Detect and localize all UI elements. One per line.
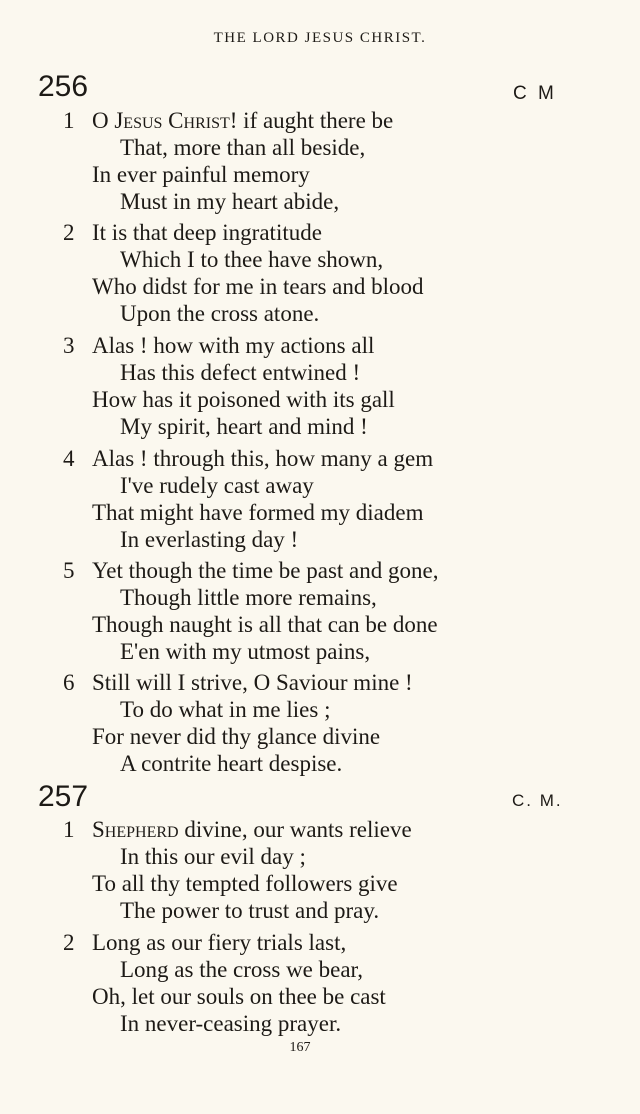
verse-line: Has this defect entwined ! bbox=[120, 360, 361, 385]
verse-line: Which I to thee have shown, bbox=[120, 247, 384, 272]
verse-line: To do what in me lies ; bbox=[120, 697, 331, 722]
verse-line: Though naught is all that can be done bbox=[92, 612, 438, 637]
verse-line: My spirit, heart and mind ! bbox=[120, 414, 368, 439]
verse-line: That, more than all beside, bbox=[120, 135, 366, 160]
verse-line: Who didst for me in tears and blood bbox=[92, 274, 424, 299]
verse-number: 2 bbox=[63, 220, 75, 245]
verse-line: Oh, let our souls on thee be cast bbox=[92, 984, 386, 1009]
verse-number: 6 bbox=[63, 670, 75, 695]
verse-line: In this our evil day ; bbox=[120, 844, 306, 869]
verse-line: The power to trust and pray. bbox=[120, 898, 380, 923]
running-head bbox=[0, 30, 600, 47]
hymn-meter: C M bbox=[513, 83, 557, 104]
verse-line: In never-ceasing prayer. bbox=[120, 1011, 342, 1036]
verse-number: 1 bbox=[63, 108, 75, 133]
page-number: 167 bbox=[289, 1040, 311, 1055]
verse-line: In ever painful memory bbox=[92, 162, 310, 187]
verse-line: Long as the cross we bear, bbox=[120, 957, 364, 982]
verse-line: I've rudely cast away bbox=[120, 473, 314, 498]
verse-number: 1 bbox=[63, 817, 75, 842]
verse-number: 4 bbox=[63, 446, 75, 471]
verse-line: Upon the cross atone. bbox=[120, 301, 320, 326]
verse-line: How has it poisoned with its gall bbox=[92, 387, 395, 412]
hymn-number: 257 bbox=[38, 780, 89, 813]
small-caps-lead: O Jesus Christ bbox=[92, 108, 230, 133]
hymn-number: 256 bbox=[38, 70, 89, 103]
hymn-meter: C. M. bbox=[512, 791, 563, 810]
verse-number: 2 bbox=[63, 930, 75, 955]
running-head-text: THE LORD JESUS CHRIST. bbox=[213, 30, 427, 46]
lead-rest: divine, our wants relieve bbox=[178, 817, 412, 842]
lead-rest: ! if aught there be bbox=[229, 108, 394, 133]
verse-line: Though little more remains, bbox=[120, 585, 377, 610]
verse-line: To all thy tempted followers give bbox=[92, 871, 398, 896]
verse-line: Yet though the time be past and gone, bbox=[92, 558, 439, 583]
verse-line: Alas ! how with my actions all bbox=[92, 333, 375, 358]
verse-line: Alas ! through this, how many a gem bbox=[92, 446, 434, 471]
verse-line bbox=[92, 108, 393, 134]
small-caps-lead: Shepherd bbox=[92, 817, 179, 842]
verse-line: Must in my heart abide, bbox=[120, 189, 340, 214]
verse-line: Long as our fiery trials last, bbox=[92, 930, 347, 955]
verse-line: For never did thy glance divine bbox=[92, 724, 381, 749]
verse-line bbox=[92, 817, 412, 843]
verse-number: 5 bbox=[63, 558, 75, 583]
verse-line: It is that deep ingratitude bbox=[92, 220, 322, 245]
verse-line: Still will I strive, O Saviour mine ! bbox=[92, 670, 413, 695]
verse-line: A contrite heart despise. bbox=[120, 751, 343, 776]
verse-number: 3 bbox=[63, 333, 75, 358]
verse-line: E'en with my utmost pains, bbox=[120, 639, 371, 664]
verse-line: In everlasting day ! bbox=[120, 527, 299, 552]
verse-line: That might have formed my diadem bbox=[92, 500, 424, 525]
